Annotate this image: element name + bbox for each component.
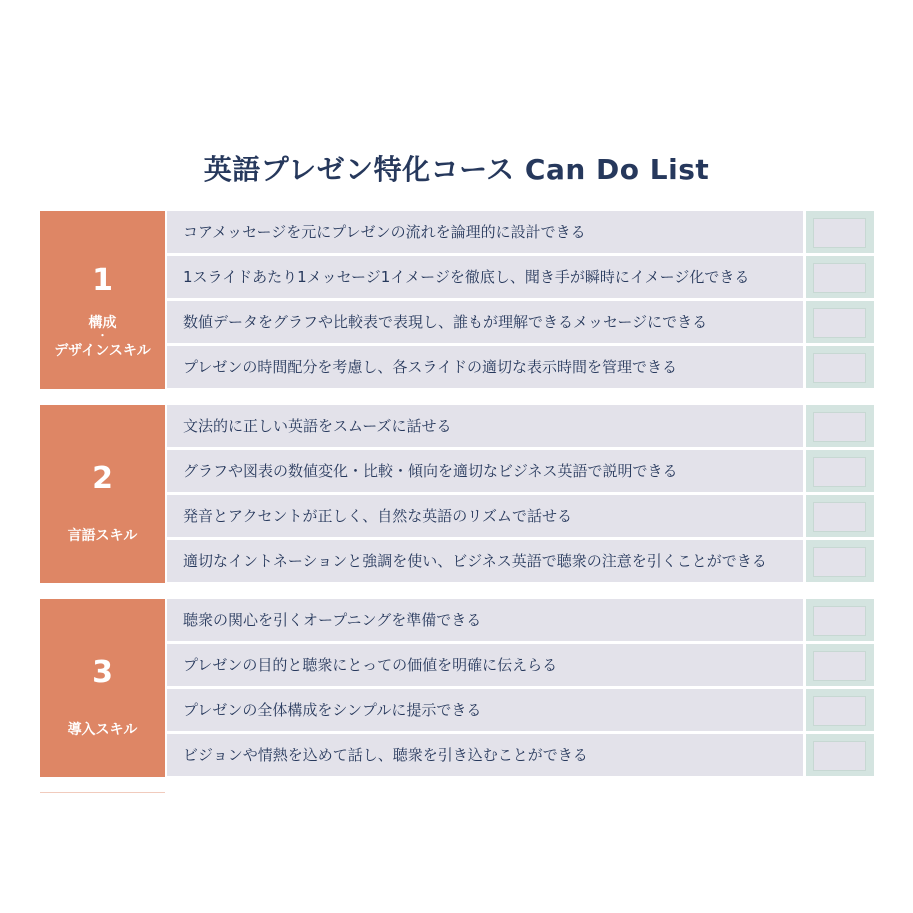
category-label xyxy=(40,525,165,547)
section-introduction xyxy=(40,599,874,777)
category-label-line: 導入スキル xyxy=(67,722,138,738)
check-cell xyxy=(806,405,874,447)
check-cell xyxy=(806,689,874,731)
category-number: 2 xyxy=(92,461,113,496)
check-cell xyxy=(806,346,874,388)
category-block xyxy=(40,599,165,777)
category-label xyxy=(40,312,165,362)
can-do-row xyxy=(167,495,874,537)
check-cell xyxy=(806,495,874,537)
can-do-item: 聴衆の関心を引くオープニングを準備できる xyxy=(167,599,803,641)
checkbox[interactable] xyxy=(813,547,866,577)
checkbox[interactable] xyxy=(813,218,866,248)
category-block xyxy=(40,405,165,583)
checkbox[interactable] xyxy=(813,308,866,338)
checkbox[interactable] xyxy=(813,502,866,532)
checkbox[interactable] xyxy=(813,263,866,293)
category-label-line: デザインスキル xyxy=(54,343,151,359)
check-cell xyxy=(806,211,874,253)
can-do-item: 文法的に正しい英語をスムーズに話せる xyxy=(167,405,803,447)
category-label xyxy=(40,719,165,741)
checkbox[interactable] xyxy=(813,651,866,681)
check-cell xyxy=(806,599,874,641)
can-do-item: コアメッセージを元にプレゼンの流れを論理的に設計できる xyxy=(167,211,803,253)
can-do-item: ビジョンや情熱を込めて話し、聴衆を引き込むことができる xyxy=(167,734,803,776)
check-cell xyxy=(806,644,874,686)
checkbox[interactable] xyxy=(813,457,866,487)
check-cell xyxy=(806,540,874,582)
check-cell xyxy=(806,301,874,343)
divider xyxy=(40,792,165,793)
can-do-row xyxy=(167,599,874,641)
check-cell xyxy=(806,256,874,298)
can-do-row xyxy=(167,301,874,343)
can-do-item: 1スライドあたり1メッセージ1イメージを徹底し、聞き手が瞬時にイメージ化できる xyxy=(167,256,803,298)
category-label-line: 構成 xyxy=(88,315,117,331)
category-number: 3 xyxy=(92,655,113,690)
category-label-line: ・ xyxy=(97,331,108,342)
can-do-row xyxy=(167,256,874,298)
category-number: 1 xyxy=(92,263,113,298)
category-block xyxy=(40,211,165,389)
can-do-item: 発音とアクセントが正しく、自然な英語のリズムで話せる xyxy=(167,495,803,537)
can-do-item: グラフや図表の数値変化・比較・傾向を適切なビジネス英語で説明できる xyxy=(167,450,803,492)
can-do-item: プレゼンの時間配分を考慮し、各スライドの適切な表示時間を管理できる xyxy=(167,346,803,388)
check-cell xyxy=(806,450,874,492)
checkbox[interactable] xyxy=(813,696,866,726)
page-title: 英語プレゼン特化コース Can Do List xyxy=(203,153,710,186)
can-do-row xyxy=(167,644,874,686)
can-do-row xyxy=(167,405,874,447)
can-do-row xyxy=(167,450,874,492)
section-language xyxy=(40,405,874,583)
can-do-item: 数値データをグラフや比較表で表現し、誰もが理解できるメッセージにできる xyxy=(167,301,803,343)
can-do-row xyxy=(167,211,874,253)
can-do-item: 適切なイントネーションと強調を使い、ビジネス英語で聴衆の注意を引くことができる xyxy=(167,540,803,582)
section-composition-design xyxy=(40,211,874,389)
can-do-row xyxy=(167,346,874,388)
can-do-row xyxy=(167,734,874,776)
can-do-row xyxy=(167,540,874,582)
category-label-line: 言語スキル xyxy=(67,528,138,544)
can-do-row xyxy=(167,689,874,731)
check-cell xyxy=(806,734,874,776)
checkbox[interactable] xyxy=(813,412,866,442)
checkbox[interactable] xyxy=(813,606,866,636)
checkbox[interactable] xyxy=(813,353,866,383)
can-do-item: プレゼンの全体構成をシンプルに提示できる xyxy=(167,689,803,731)
checkbox[interactable] xyxy=(813,741,866,771)
can-do-item: プレゼンの目的と聴衆にとっての価値を明確に伝えらる xyxy=(167,644,803,686)
